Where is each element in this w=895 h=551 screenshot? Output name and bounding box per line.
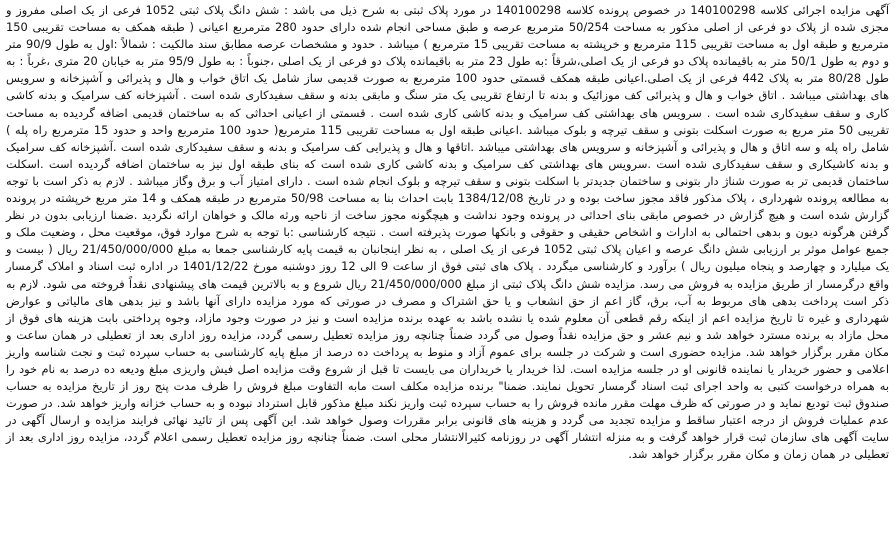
auction-notice-text: آگهی مزایده اجرائی کلاسه 140100298 در خصوص پرونده کلاسه 140100298 در مورد پلاک ثبتی به شرح ذیل می باشد : شش دانگ پلاک ثبتی 1052 فرعی از یک اصلی مفروز و مجزی شده از پلاک دو فرعی از اصلی مذکور به مساحت 50/254 مترمربع عرصه و طبق مساحی انجام شده دارای حدود 280 مترمربع اعیانی ( طبقه همکف به مساحت تقریبی 150 مترمربع و طبقه اول به مساحت تقریبی 115 مترمربع و خرپشته به مساحت تقریبی 15 مترمربع ) میباشد . حدود و مشخصات عرصه مطابق سند مالکیت : شمالاً :اول به طول 90/9 متر و دوم به طول 50/1 متر به باقیمانده پلاک دو فرعی از یک اصلی،شرقاً :به طول 23 متر به باقیمانده پلاک دو فرعی از یک اصلی ،جنوباً : به طول 95/9 متر به خیابان 20 متری ،غرباً : به طول 80/28 متر به پلاک 442 فرعی از یک اصلی.اعیانی طبقه همکف قسمتی حدود 100 مترمربع به صورت قدیمی ساز شامل یک اتاق خواب و هال و پذیرائی و آشپزخانه و سرویس های بهداشتی میباشد . اتاق خواب و هال و پذیرائی کف موزائیک و بدنه تا ارتفاع تقریبی یک متر سنگ و مابقی بدنه و سقف سفیدکاری شده است . آشپزخانه کف سرامیک و بدنه کاشی کاری و سقف سفیدکاری شده است . سرویس های بهداشتی کف سرامیک و بدنه کاشی کاری شده است . قسمتی از اعیانی احداثی که به ساختمان قدیمی اضافه گردیده به مساحت تقریبی 50 متر مربع به صورت اسکلت بتونی و سقف تیرچه و بلوک میباشد .اعیانی طبقه اول به مساحت تقریبی 115 مترمربع( حدود 100 مترمربع واحد و حدود 15 مترمربع راه پله ) شامل راه پله و سه اتاق و هال و پذیرائی و آشپزخانه و سرویس های بهداشتی میباشد .اتاقها و هال و پذیرایی کف سرامیک و بدنه و سقف سفیدکاری شده است .آشپزخانه کف سرامیک و بدنه کاشیکاری و سقف سفیدکاری شده است .سرویس های بهداشتی کف سرامیک و بدنه کاشی کاری شده است که بنای طبقه اول نیز به ساختمان اضافه گردیده است .اسکلت ساختمان قدیمی تر به صورت شناژ دار بتونی و ساختمان جدیدتر با اسکلت بتونی و سقف تیرچه و بلوک انجام شده است . دارای امتیاز آب و برق وگاز میباشد . لازم به ذکر است با توجه به مطالعه پرونده شهرداری ، پلاک مذکور فاقد مجوز ساخت بوده و در تاریخ 1384/12/08 بابت احداث بنا به مساحت 50/98 مترمربع در طبقه همکف و 14 متر مربع خرپشته در پرونده گزارش شده است و هیچ گزارش در خصوص مابقی بنای احداثی در پرونده وجود نداشت و هیچگونه مجوز ساخت از ناحیه ورثه مالک و خواهان ارائه نگردید .ضمنا ارزیابی بدون در نظر گرفتن هرگونه دیون و بدهی احتمالی به ادارات و اشخاص حقیقی و حقوقی و بانکها صورت پذیرفته است . نتیجه کارشناسی :با توجه به شرح موارد فوق، موقعیت محل ، وضعیت ملک و جمیع عوامل موثر بر ارزیابی شش دانگ عرصه و اعیان پلاک ثبتی 1052 فرعی از یک اصلی ، به نظر اینجانبان به قیمت پایه کارشناسی جمعا به مبلغ 21/450/000/000 ریال ( بیست و یک میلیارد و چهارصد و پنجاه میلیون ریال ) برآورد و کارشناسی میگردد . پلاک های ثبتی فوق از ساعت 9 الی 12 روز دوشنبه مورخ 1401/12/22 در اداره ثبت اسناد و املاک گرمسار واقع درگرمسار از طریق مزایده به فروش می رسد. مزایده شش دانگ پلاک ثبتی از مبلغ 21/450/000/000 ریال شروع و به بالاترین قیمت های پیشنهادی نقداً فروخته می شود. لازم به ذکر است پرداخت بدهی های مربوط به آب، برق، گاز اعم از حق انشعاب و یا حق اشتراک و مصرف در صورتی که مورد مزایده دارای آنها باشد و نیز بدهی های مالیاتی و عوارض شهرداری و غیره تا تاریخ مزایده اعم از اینکه رقم قطعی آن معلوم شده یا نشده باشد به عهده برنده مزایده است و نیز در صورت وجود مازاد، وجوه پرداختی بابت هزینه های فوق از محل مازاد به برنده مسترد خواهد شد و نیم عشر و حق مزایده نقداً وصول می گردد ضمناً چنانچه روز مزایده تعطیل رسمی گردد، مزایده روز اداری بعد از تعطیلی در همان ساعت و مکان مقرر برگزار خواهد شد. مزایده حضوری است و شرکت در جلسه برای عموم آزاد و منوط به پرداخت ده درصد از مبلغ پایه کارشناسی به حساب سپرده ثبت و نجت شناسه واریز اعلامی و حضور خریدار یا نماینده قانونی او در جلسه مزایده است. لذا خریدار یا خریداران می بایست تا قبل از شروع وقت مزایده اصل فیش واریزی مبلغ ودیعه ده درصد به نام خود را به همراه درخواست کتبی به واحد اجرای ثبت اسناد گرمسار تحویل نمایند. ضمنا" برنده مزایده مکلف است مابه التفاوت مبلغ فروش را ظرف مدت پنج روز از تاریخ مزایده به حساب صندوق ثبت تودیع نماید و در صورتی که ظرف مهلت مقرر مانده فروش را به حساب سپرده ثبت واریز نکند مبلغ مذکور قابل استرداد نبوده و به حساب خزانه واریز خواهد شد. در صورت عدم عملیات فروش از درجه اعتبار ساقط و مزایده تجدید می گردد و هزینه های قانونی برابر مقررات وصول خواهد شد. این آگهی پس از تائید نهائی فرایند مزایده و ارسال آگهی در سایت آگهی های سازمان ثبت قرار خواهد گرفت و به منزله انتشار آگهی در روزنامه کثیرالانتشار محلی است. ضمناً چنانچه روز مزایده تعطیل رسمی اعلام گردد، مزایده روز اداری بعد از تعطیلی در همان زمان و مکان مقرر برگزار خواهد شد.	[6, 3, 890, 462]
